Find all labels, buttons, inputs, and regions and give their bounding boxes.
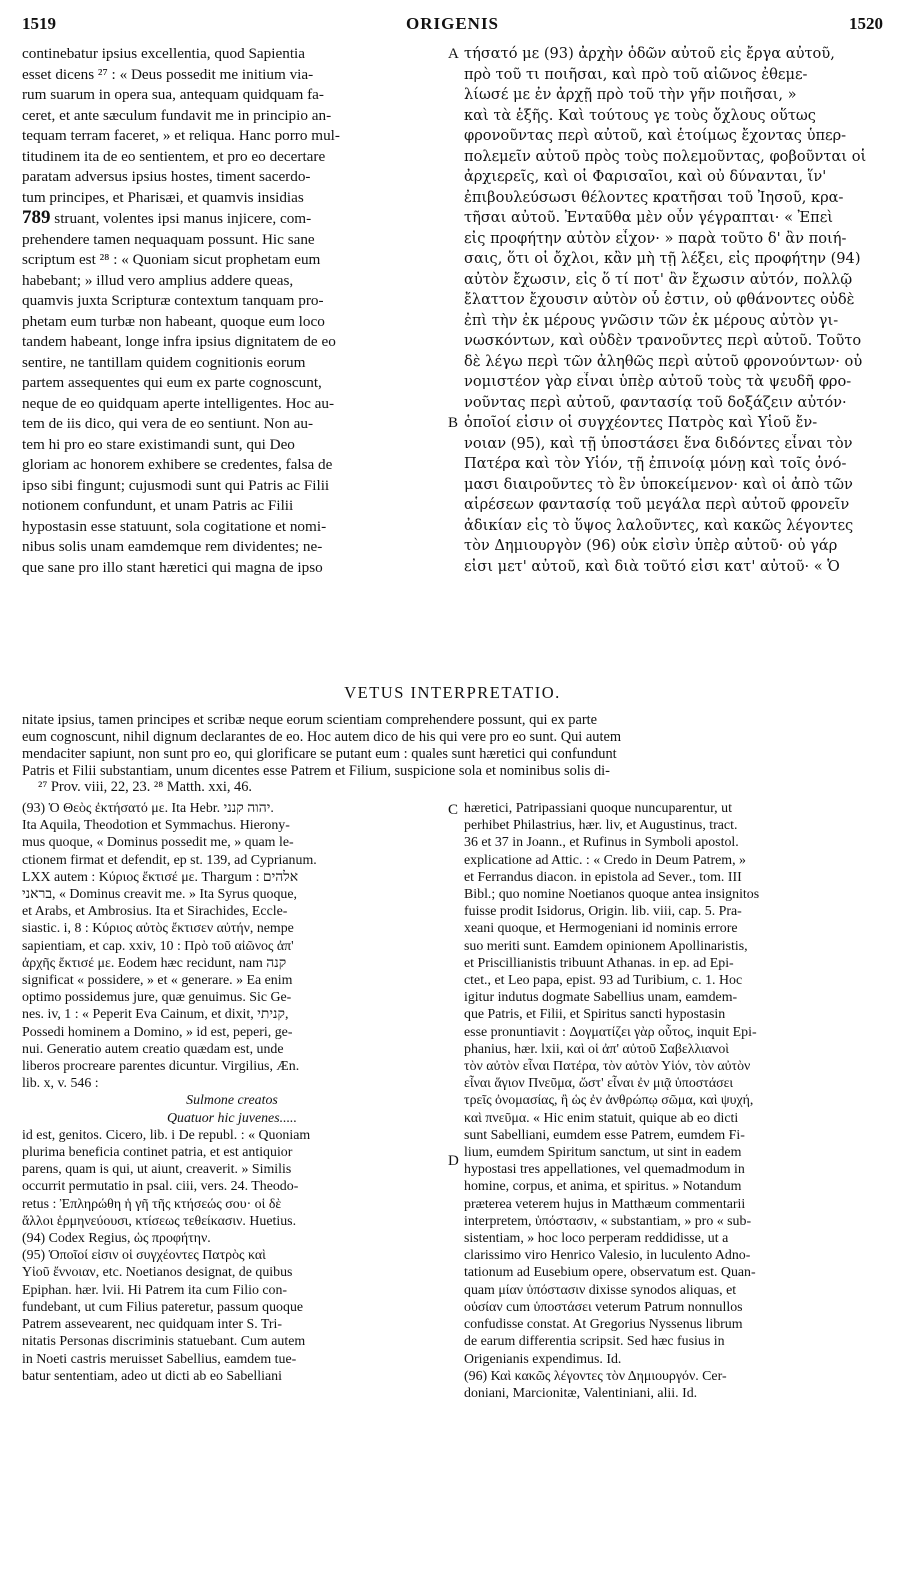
note-line: (96) Καὶ κακῶς λέγοντες τὸν Δημιουργόν. Cer- <box>464 1368 727 1384</box>
note-line: homine, corpus, et anima, et spiritus. » Notandum <box>464 1179 742 1195</box>
greek-line: αἱρέσεων φαντασίᾳ τοῦ μεγάλα περὶ αὐτοῦ φρονεῖν <box>464 496 850 513</box>
note-line: et Priscillianistis tribuunt Athanas. in ep. ad Epi- <box>464 955 734 971</box>
latin-line: notionem confundunt, et unam Patris ac Filii <box>22 497 294 514</box>
greek-line: σαις, ὅτι οἱ ὄχλοι, κἂν μὴ τῇ λέξει, εἰς προφήτην (94) <box>464 250 861 267</box>
greek-line: νοῦντας περὶ αὐτοῦ, φαντασίᾳ τοῦ δοξάζειν αὐτόν· <box>464 393 847 411</box>
margin-mark-b: B <box>448 415 459 431</box>
note-line: sapientiam, et cap. xxiv, 10 : Πρὸ τοῦ αἰῶνος ἀπ' <box>22 938 294 954</box>
latin-line: prehendere tamen nequaquam possunt. Hic sane <box>22 230 315 248</box>
margin-number: 789 <box>22 208 51 228</box>
greek-line: ἀδικίαν εἰς τὸ ὕψος λαλοῦντες, καὶ κακῶς λέγοντες <box>464 516 854 534</box>
vetus-interpretatio-title: VETUS INTERPRETATIO. <box>344 683 561 702</box>
greek-line: τὸν Δημιουργὸν (96) οὐκ εἰσὶν ὑπὲρ αὐτοῦ· οὐ γάρ <box>464 537 838 554</box>
greek-line: καὶ τὰ ἑξῆς. Καὶ τούτους γε τοὺς ὄχλους οὕτως <box>464 106 816 124</box>
note-line: hypostasi tres appellationes, vel quemadmodum in <box>464 1162 745 1178</box>
note-line: doniani, Marcionitæ, Valentiniani, alii. Id. <box>464 1385 698 1401</box>
note-line: Patrem assevearent, nec quidquam inter S. Tri- <box>22 1317 283 1333</box>
latin-line: ipso sibi fingunt; cujusmodi sunt qui Patris ac Filii <box>22 476 330 494</box>
latin-line: gloriam ac honorem exhibere se credentes, falsa de <box>22 456 333 473</box>
note-line: (93) Ὁ Θεὸς ἐκτήσατό με. Ita Hebr. יהוה קנני. <box>22 801 274 816</box>
vetus-line: Patris et Filii substantiam, unum dicentes esse Patrem et Filium, suspicione sola et nominibus solis di- <box>22 763 610 779</box>
note-line: mus quoque, « Dominus possedit me, » quam le- <box>22 835 294 851</box>
scripture-references: ²⁷ Prov. viii, 22, 23. ²⁸ Matth. xxi, 46. <box>38 779 253 795</box>
latin-line-text: struant, volentes ipsi manus injicere, com- <box>50 210 312 227</box>
latin-line: paratam adversus ipsius hostes, timent sacerdo- <box>22 168 311 185</box>
latin-line <box>22 208 442 230</box>
note-line: lib. x, v. 546 : <box>22 1076 99 1092</box>
greek-line: νομιστέον γὰρ εἶναι ὑπὲρ αὐτοῦ τοὺς τὰ ψευδῆ φρο- <box>464 373 852 390</box>
note-line: explicatione ad Attic. : « Credo in Deum Patrem, » <box>464 852 746 868</box>
note-line: que Patris, et Filii, et Spiritus sancti hypostasin <box>464 1007 726 1023</box>
note-line: de earum differentia scripsit. Sed hæc fusius in <box>464 1334 725 1350</box>
note-line: fundebant, ut cum Filius pateretur, passum quoque <box>22 1299 304 1315</box>
page-number-left: 1519 <box>22 14 56 33</box>
note-line: perhibet Philastrius, hær. liv, et Augustinus, tract. <box>464 818 738 834</box>
greek-line: εἰς προφήτην αὐτὸν εἶχον· » παρὰ τοῦτο δ' ἂν ποιή- <box>464 229 847 247</box>
running-title: ORIGENIS <box>405 14 500 33</box>
note-line: εἶναι ἅγιον Πνεῦμα, ὥστ' εἶναι ἐν μιᾷ ὑποστάσει <box>464 1076 734 1092</box>
note-line: occurrit permutatio in psal. ciii, vers. 24. Theodo- <box>22 1179 299 1195</box>
note-line: quam μίαν ὑπόστασιν dixisse synodos aliquas, et <box>464 1282 737 1298</box>
note-line: igitur indutus dogmate Sabellius unam, eamdem- <box>464 990 738 1006</box>
greek-main-text <box>464 44 884 577</box>
note-line: Possedi hominem a Domino, » id est, peperi, ge- <box>22 1024 293 1040</box>
latin-line: scriptum est ²⁸ : « Quoniam sicut prophetam eum <box>22 251 321 268</box>
note-line: Origenianis expendimus. Id. <box>464 1351 622 1367</box>
greek-line: ὁποῖοί εἰσιν οἱ συγχέοντες Πατρὸς καὶ Υἱοῦ ἔν- <box>464 414 818 431</box>
note-line: Sulmone creatos <box>186 1093 278 1109</box>
latin-line: tem hi pro eo stare existimandi sunt, qui Deo <box>22 435 295 453</box>
note-line: Epiphan. hær. lvii. Hi Patrem ita cum Filio con- <box>22 1282 288 1298</box>
latin-line: tem de iis dico, qui vera de eo sentiunt. Non au- <box>22 415 314 432</box>
latin-line: sentire, ne tantillam quidem cognitionis eorum <box>22 353 306 371</box>
note-line: Υἱοῦ ἔννοιαν, etc. Noetianos designat, de quibus <box>22 1265 293 1281</box>
note-line: 36 et 37 in Joann., et Rufinus in Symboli apostol. <box>464 835 739 851</box>
note-line: liberos procreare parentes dicuntur. Virgilius, Æn. <box>22 1059 300 1075</box>
note-line: sistentiam, » hoc loco perperam reddidisse, ut a <box>464 1231 729 1247</box>
greek-line: νοιαν (95), καὶ τῇ ὑποστάσει ἕνα διδόντες εἶναι τὸν <box>464 434 853 452</box>
note-line: parens, quam is qui, ut aiunt, creaverit. » Similis <box>22 1162 292 1178</box>
note-line: ἀρχῆς ἔκτισέ με. Eodem hæc recidunt, nam קנה <box>22 955 287 971</box>
note-line: (95) Ὁποῖοί εἰσιν οἱ συγχέοντες Πατρὸς καὶ <box>22 1248 266 1264</box>
note-line: tationum ad Eusebium opere, observatum est. Quan- <box>464 1265 756 1281</box>
greek-line: τῆσαι αὐτοῦ. Ἐνταῦθα μὲν οὖν γέγραπται· « Ἐπεὶ <box>464 209 833 226</box>
greek-line: ἀρχιερεῖς, καὶ οἱ Φαρισαῖοι, καὶ οὐ δύνανται, ἵν' <box>464 168 827 185</box>
greek-line: μασι διαιροῦντες τὸ ἓν ὑποκείμενον· καὶ οἱ ἀπὸ τῶν <box>464 475 853 493</box>
vetus-line: nitate ipsius, tamen principes et scribæ neque eorum scientiam comprehendere possunt, qui ex parte <box>22 712 598 728</box>
greek-line: πολεμεῖν αὐτοῦ πρὸς τοὺς πολεμοῦντας, φοβοῦνται οἱ <box>464 147 867 165</box>
vetus-interpretatio-text <box>22 712 884 780</box>
note-line: ctionem firmat et defendit, ep st. 139, ad Cyprianum. <box>22 852 317 868</box>
note-line: lium, eumdem Spiritum sanctum, ut sint in eadem <box>464 1145 742 1161</box>
note-line: esse pronuntiavit : Δογματίζει γὰρ οὗτος, inquit Epi- <box>464 1024 757 1040</box>
note-line: in Noeti castris meruisset Sabellius, eamdem tue- <box>22 1351 297 1367</box>
note-line: et Arabs, et Ambrosius. Ita et Sirachides, Eccle- <box>22 904 288 920</box>
note-line: interpretem, ὑπόστασιν, « substantiam, » pro « sub- <box>464 1213 752 1229</box>
note-line: בראני, « Dominus creavit me. » Ita Syrus quoque, <box>22 887 297 903</box>
note-line: Quatuor hic juvenes..... <box>166 1110 297 1126</box>
latin-line: habebant; » illud vero amplius addere queas, <box>22 271 294 289</box>
note-line: et Ferrandus diacon. in epistola ad Sever., tom. III <box>464 869 742 885</box>
note-line: significat « possidere, » et « generare. » Ea enim <box>22 973 293 989</box>
latin-line: ceret, et ante sæculum fundavit me in principio an- <box>22 106 332 124</box>
greek-line: δὲ λέγω περὶ τῶν ἀληθῶς περὶ αὐτοῦ φρονούντων· οὐ <box>464 352 863 370</box>
margin-mark-c: C <box>448 802 459 818</box>
note-line: (94) Codex Regius, ὡς προφήτην. <box>22 1231 211 1247</box>
greek-line: Πατέρα καὶ τὸν Υἱόν, τῇ ἐπινοίᾳ μόνῃ καὶ τοῖς ὀνό- <box>464 455 847 472</box>
greek-line: αὐτὸν ἔχωσιν, εἰς ὅ τί ποτ' ἂν ἔχωσιν αὐτόν, πολλῷ <box>464 270 853 288</box>
margin-mark-a: A <box>448 46 459 62</box>
latin-line: partem assequentes qui eum ex parte cognoscunt, <box>22 374 322 391</box>
note-line: fuisse prodit Isidorus, Origin. lib. viii, cap. 5. Pra- <box>464 904 742 920</box>
latin-line: hypostasin esse statuunt, sola cogitatione et nomi- <box>22 517 327 535</box>
latin-line: tandem habeant, longe infra ipsius dignitatem de eo <box>22 333 336 350</box>
latin-line: rum suarum in opera sua, antequam quidquam fa- <box>22 86 324 103</box>
note-line: suo meriti sunt. Eamdem opinionem Apollinaristis, <box>464 938 748 954</box>
margin-mark-d: D <box>448 1153 459 1169</box>
note-line: nui. Generatio autem creatio quædam est, unde <box>22 1041 284 1057</box>
note-line: Bibl.; quo nomine Noetianos quoque antea insignitos <box>464 887 760 903</box>
greek-line: ἔλαττον ἔχουσιν αὐτὸν οὗ ἐστιν, οὐ φθάνοντες οὐδὲ <box>464 291 855 308</box>
note-line: τὸν αὐτὸν εἶναι Πατέρα, τὸν αὐτὸν Υἱόν, τὸν αὐτὸν <box>464 1059 751 1075</box>
latin-line: neque de eo quidquam aperte intelligentes. Hoc au- <box>22 394 335 412</box>
notes-left-column <box>22 800 442 1385</box>
note-line: præterea veterem hujus in Matthæum commentarii <box>464 1196 746 1212</box>
note-line: plurima beneficia continet patria, et est antiquior <box>22 1145 293 1161</box>
greek-line: ἐπιβουλεύσωσι θέλοντες κρατῆσαι τοῦ Ἰησοῦ, κρα- <box>464 188 844 206</box>
notes-right-column <box>464 800 884 1402</box>
note-line: sunt Sabelliani, eumdem esse Patrem, eumdem Fi- <box>464 1127 745 1143</box>
note-line: καὶ πνεῦμα. « Hic enim statuit, quique ab eo dicti <box>464 1110 739 1126</box>
latin-main-text <box>22 44 442 578</box>
greek-line: φρονοῦντας περὶ αὐτοῦ, καὶ ἑτοίμως ἔχοντας ὑπερ- <box>464 127 847 144</box>
note-line: hæretici, Patripassiani quoque nuncuparentur, ut <box>464 801 732 816</box>
note-line: Ita Aquila, Theodotion et Symmachus. Hierony- <box>22 818 290 834</box>
note-line: retus : Ἐπληρώθη ἡ γῆ τῆς κτήσεώς σου· οἱ δὲ <box>22 1196 282 1212</box>
greek-line: νωσκόντων, καὶ οὐδὲν τρανοῦντες περὶ αὐτοῦ. Τοῦτο <box>464 332 862 349</box>
note-line: optimo possidemus jure, quæ genuimus. Sic Ge- <box>22 990 292 1006</box>
note-line: τρεῖς ὀνομασίας, ἢ ὡς ἐν ἀνθρώπῳ σῶμα, καὶ ψυχή, <box>464 1093 754 1109</box>
greek-line: λίωσέ με ἐν ἀρχῇ πρὸ τοῦ τὴν γῆν ποιῆσαι, » <box>464 86 797 103</box>
note-line: ἄλλοι ἑρμηνεύουσι, κτίσεως τεθείκασιν. Huetius. <box>22 1213 297 1229</box>
note-line: LXX autem : Κύριος ἔκτισέ με. Thargum : אלהים <box>22 869 299 885</box>
note-line: clarissimo viro Henrico Valesio, in luculento Adno- <box>464 1248 751 1264</box>
note-line: siastic. i, 8 : Κύριος αὐτὸς ἔκτισεν αὐτήν, nempe <box>22 921 294 937</box>
page-number-right: 1520 <box>849 14 883 33</box>
latin-line: continebatur ipsius excellentia, quod Sapientia <box>22 45 306 62</box>
note-line: batur sententiam, adeo ut dicti ab eo Sabelliani <box>22 1368 282 1384</box>
note-line: xeani quoque, et Hermogeniani id nominis errore <box>464 921 738 937</box>
latin-line: que sane pro illo stant hæretici qui magna de ipso <box>22 558 323 576</box>
greek-line: εἰσι μετ' αὐτοῦ, καὶ διὰ τοῦτό εἰσι κατ' αὐτοῦ· « Ὁ <box>464 557 840 575</box>
note-line: nes. iv, 1 : « Peperit Eva Cainum, et dixit, קניתי, <box>22 1007 289 1023</box>
note-line: confudisse constat. At Gregorius Nyssenus librum <box>464 1317 743 1333</box>
note-line: ctet., et Leo papa, epist. 93 ad Turibium, c. 1. Hoc <box>464 973 743 989</box>
latin-line: tequam terram faceret, » et reliqua. Hanc porro mul- <box>22 127 340 144</box>
latin-line: titudinem ita de eo sentientem, et pro eo decertare <box>22 147 326 165</box>
greek-line: ἐπὶ τὴν ἐκ μέρους γνῶσιν τῶν ἐκ μέρους αὐτὸν γι- <box>464 311 839 329</box>
latin-line: esset dicens ²⁷ : « Deus possedit me initium via- <box>22 65 314 83</box>
note-line: οὐσίαν cum ὑποστάσει veterum Patrum nonnullos <box>464 1299 743 1315</box>
vetus-line: mendaciter sapiunt, non sunt pro eo, qui glorificare se putant eum : quales sunt hæretici qui confundunt <box>22 746 617 762</box>
note-line: id est, genitos. Cicero, lib. i De republ. : « Quoniam <box>22 1127 311 1143</box>
vetus-line: eum cognoscunt, nihil dignum declarantes de eo. Hoc autem dico de his qui vere pro eo sunt. Qui autem <box>22 729 622 745</box>
latin-line: quamvis juxta Scripturæ contextum tanquam pro- <box>22 292 324 309</box>
greek-line: τήσατό με (93) ἀρχὴν ὁδῶν αὐτοῦ εἰς ἔργα αὐτοῦ, <box>464 45 835 62</box>
latin-line: tum principes, et Pharisæi, et quamvis insidias <box>22 188 304 206</box>
greek-line: πρὸ τοῦ τι ποιῆσαι, καὶ πρὸ τοῦ αἰῶνος ἐθεμε- <box>464 65 808 83</box>
page-header <box>22 8 883 38</box>
note-line: phanius, hær. lxii, καὶ οἱ ἀπ' αὐτοῦ Σαβελλιανοὶ <box>464 1041 729 1057</box>
latin-line: nibus solis unam eamdemque rem dividentes; ne- <box>22 538 323 555</box>
latin-line: phetam eum turbæ non habeant, quoque eum loco <box>22 312 325 330</box>
note-line: nitatis Personas discriminis statuebant. Cum autem <box>22 1334 306 1350</box>
